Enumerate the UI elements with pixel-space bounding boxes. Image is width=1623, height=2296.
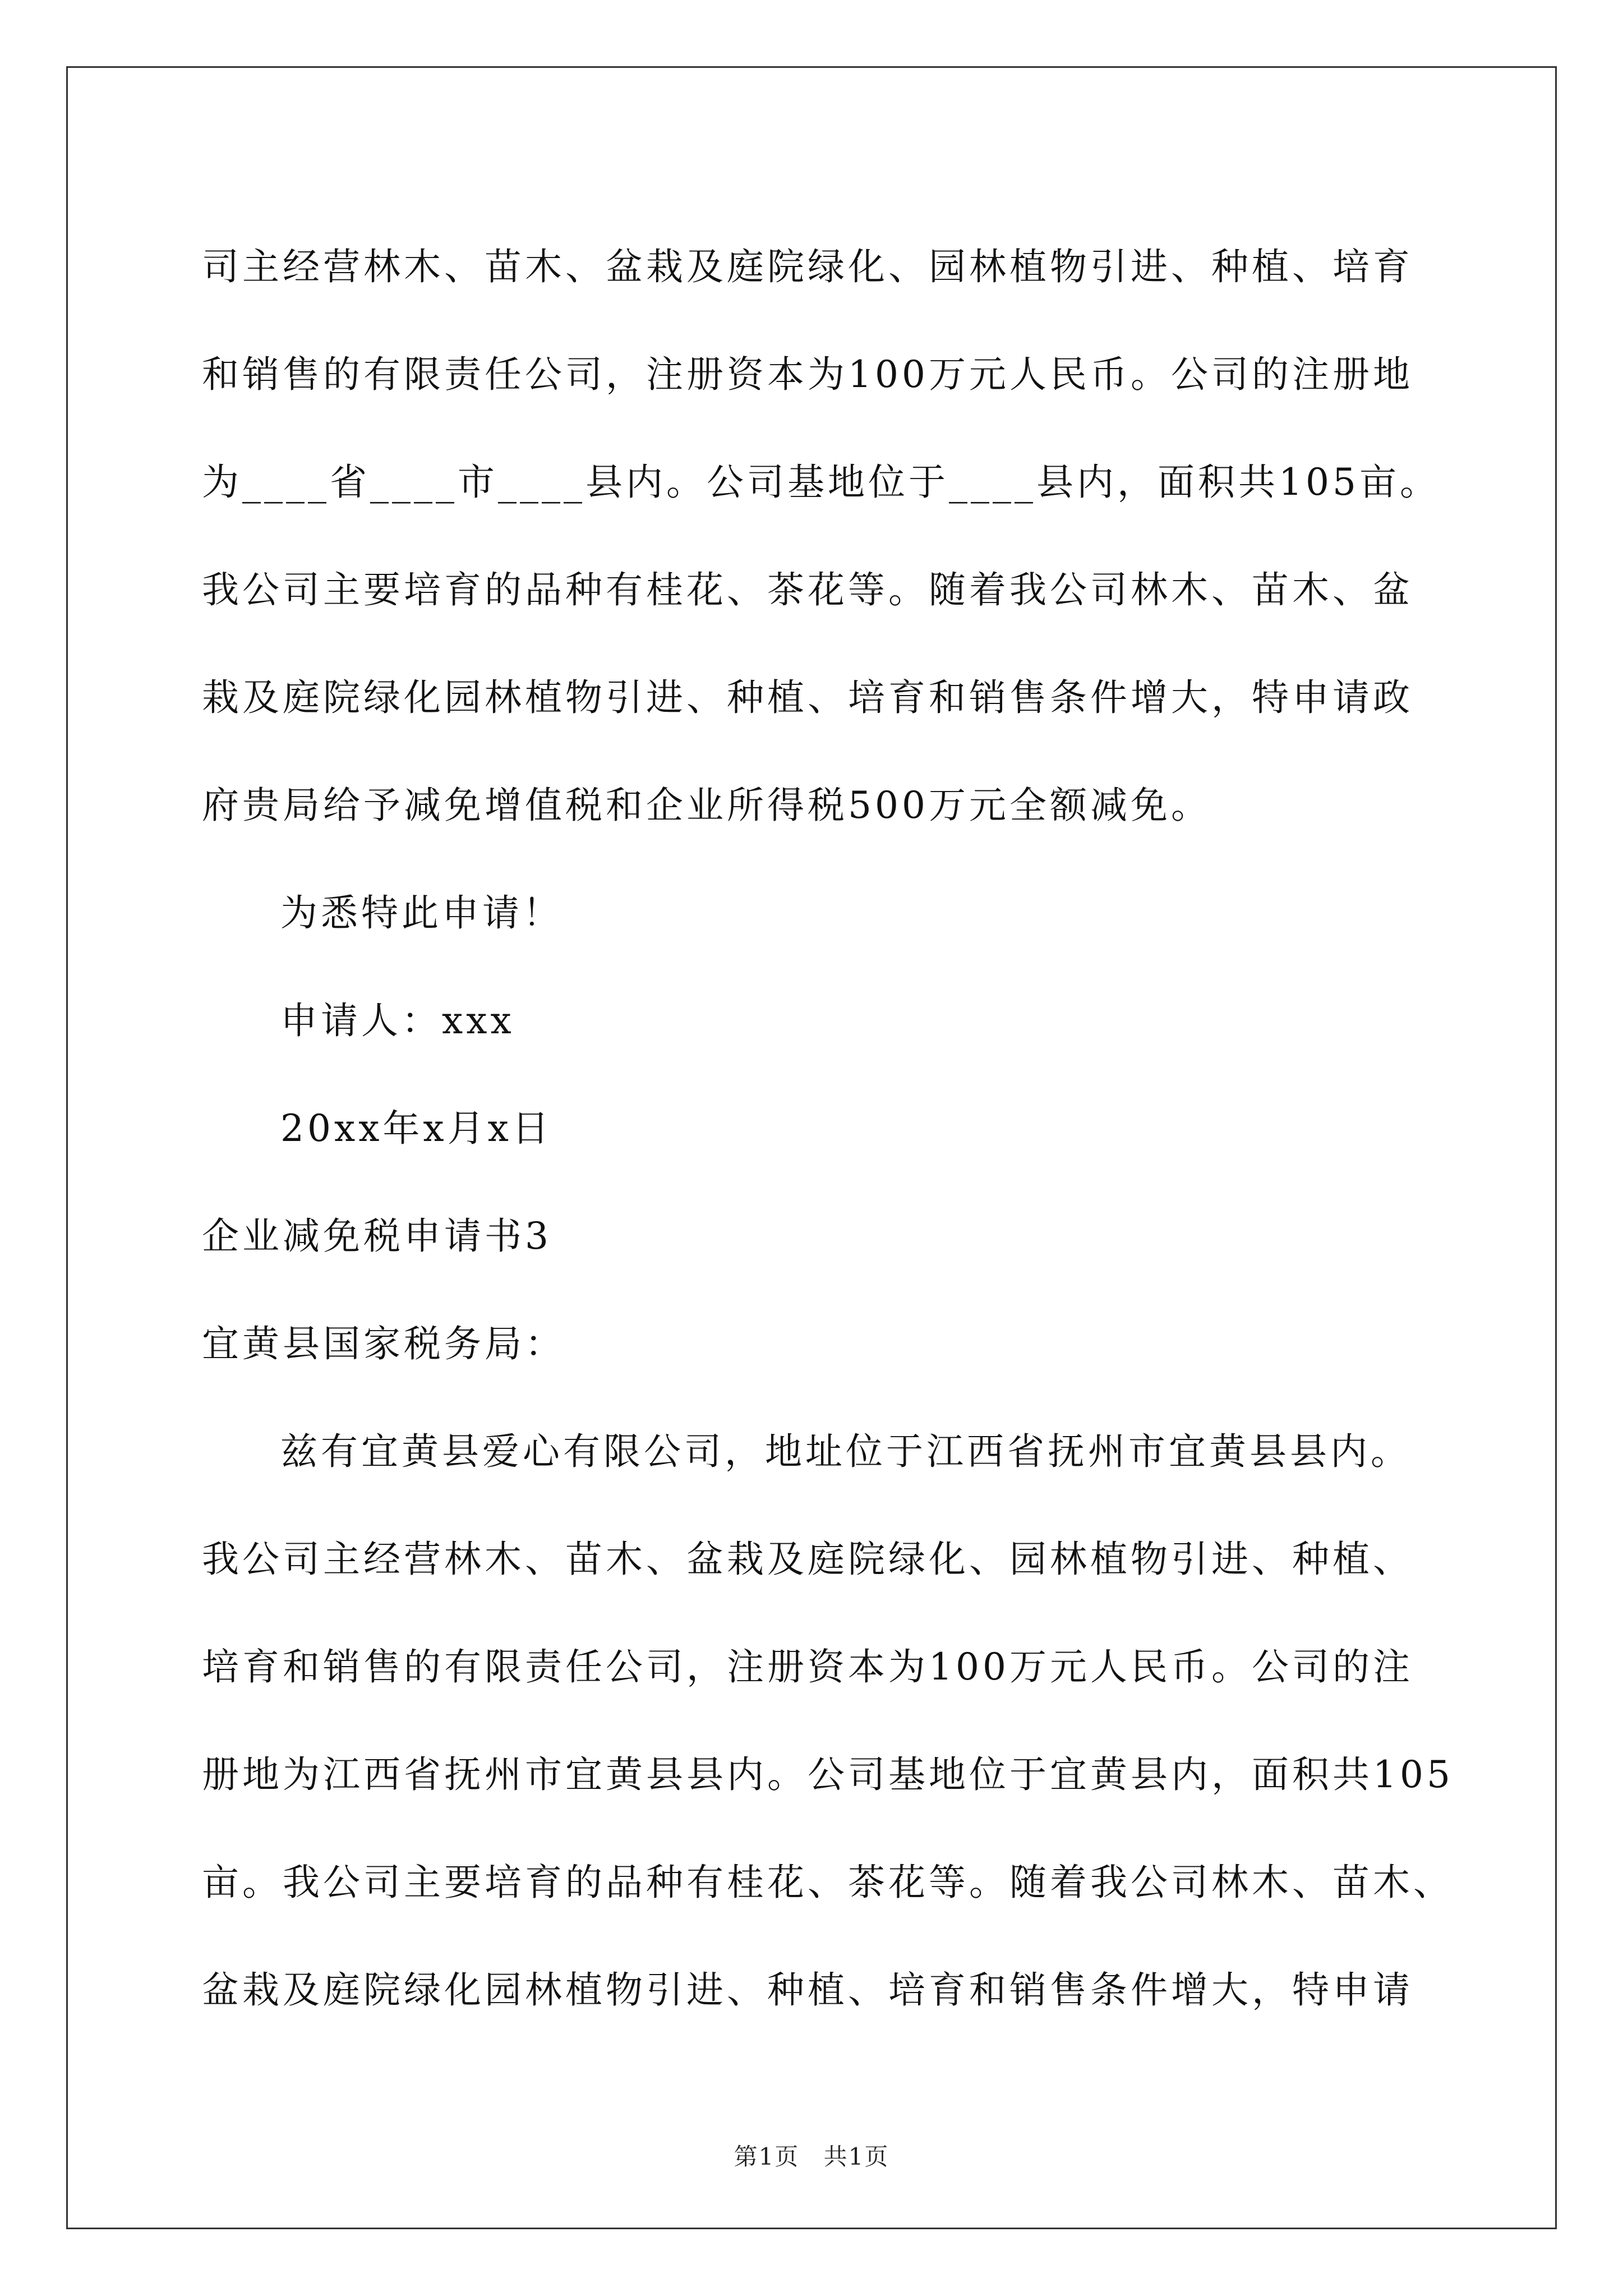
text-line: 府贵局给予减免增值税和企业所得税500万元全额减免。	[202, 784, 1211, 827]
text-line: 我公司主经营林木、苗木、盆栽及庭院绿化、园林植物引进、种植、	[202, 1538, 1413, 1581]
text-line: 培育和销售的有限责任公司，注册资本为100万元人民币。公司的注	[202, 1645, 1413, 1688]
text-line: 亩。我公司主要培育的品种有桂花、茶花等。随着我公司林木、苗木、	[202, 1861, 1454, 1904]
text-line: 和销售的有限责任公司，注册资本为100万元人民币。公司的注册地	[202, 353, 1413, 396]
text-line: 我公司主要培育的品种有桂花、茶花等。随着我公司林木、苗木、盆	[202, 568, 1413, 611]
text-line: 司主经营林木、苗木、盆栽及庭院绿化、园林植物引进、种植、培育	[202, 245, 1413, 288]
page-footer	[0, 2138, 1623, 2172]
page-number: 第1页	[734, 2143, 800, 2170]
text-line: 盆栽及庭院绿化园林植物引进、种植、培育和销售条件增大，特申请	[202, 1968, 1413, 2012]
section-title: 企业减免税申请书3	[202, 1214, 552, 1258]
applicant-line: 申请人：xxx	[280, 999, 515, 1042]
page-total: 共1页	[823, 2143, 889, 2170]
text-line: 为____省____市____县内。公司基地位于____县内，面积共105亩。	[202, 461, 1440, 504]
text-line: 兹有宜黄县爱心有限公司，地址位于江西省抚州市宜黄县县内。	[280, 1430, 1411, 1473]
date-line: 20xx年x月x日	[280, 1107, 552, 1150]
text-line: 栽及庭院绿化园林植物引进、种植、培育和销售条件增大，特申请政	[202, 676, 1413, 719]
recipient-line: 宜黄县国家税务局：	[202, 1322, 565, 1365]
document-body	[202, 213, 1469, 2044]
closing-line: 为悉特此申请！	[280, 891, 563, 935]
text-line: 册地为江西省抚州市宜黄县县内。公司基地位于宜黄县内，面积共105	[202, 1753, 1454, 1796]
